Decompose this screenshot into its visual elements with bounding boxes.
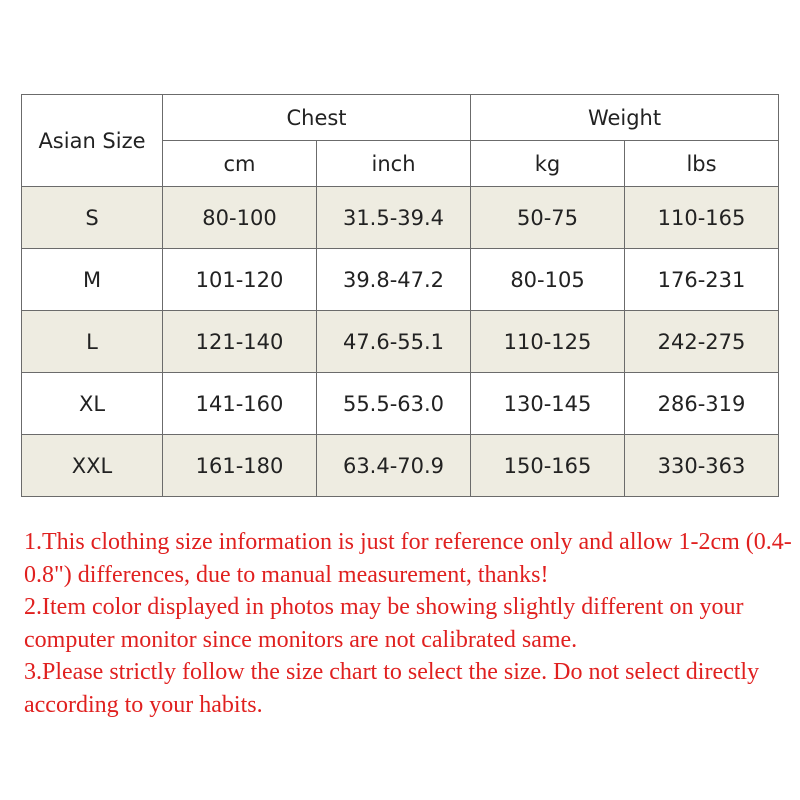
table-row	[22, 187, 779, 249]
size-cell: XL	[22, 373, 163, 435]
weight-lbs-cell: 242-275	[625, 311, 779, 373]
chest-cm-cell: 141-160	[163, 373, 317, 435]
chest-cm-cell: 121-140	[163, 311, 317, 373]
weight-lbs-cell: 330-363	[625, 435, 779, 497]
weight-kg-cell: 80-105	[471, 249, 625, 311]
chest-inch-cell: 63.4-70.9	[317, 435, 471, 497]
header-row-groups	[22, 95, 779, 141]
unit-header-lbs: lbs	[625, 141, 779, 187]
unit-header-inch: inch	[317, 141, 471, 187]
chest-inch-cell: 39.8-47.2	[317, 249, 471, 311]
row-header-asian-size: Asian Size	[22, 95, 163, 187]
weight-lbs-cell: 176-231	[625, 249, 779, 311]
chest-cm-cell: 80-100	[163, 187, 317, 249]
note-color: 2.Item color displayed in photos may be showing slightly different on your computer monitor since monitors are not calibrated same.	[24, 594, 744, 653]
size-cell: XXL	[22, 435, 163, 497]
unit-header-cm: cm	[163, 141, 317, 187]
chest-cm-cell: 161-180	[163, 435, 317, 497]
group-header-weight: Weight	[471, 95, 779, 141]
unit-header-kg: kg	[471, 141, 625, 187]
size-cell: S	[22, 187, 163, 249]
weight-lbs-cell: 286-319	[625, 373, 779, 435]
chest-inch-cell: 55.5-63.0	[317, 373, 471, 435]
size-chart-table	[21, 94, 779, 497]
table-row	[22, 249, 779, 311]
size-notes	[24, 526, 794, 721]
table-row	[22, 435, 779, 497]
weight-kg-cell: 130-145	[471, 373, 625, 435]
weight-kg-cell: 150-165	[471, 435, 625, 497]
table-row	[22, 373, 779, 435]
weight-kg-cell: 110-125	[471, 311, 625, 373]
note-size-chart: 3.Please strictly follow the size chart to select the size. Do not select directly according to your habits.	[24, 659, 760, 718]
chest-inch-cell: 47.6-55.1	[317, 311, 471, 373]
chest-inch-cell: 31.5-39.4	[317, 187, 471, 249]
group-header-chest: Chest	[163, 95, 471, 141]
weight-lbs-cell: 110-165	[625, 187, 779, 249]
size-cell: L	[22, 311, 163, 373]
size-cell: M	[22, 249, 163, 311]
weight-kg-cell: 50-75	[471, 187, 625, 249]
note-reference: 1.This clothing size information is just for reference only and allow 1-2cm (0.4-0.8") differences, due to manual measurement, thanks!	[24, 529, 792, 588]
table-row	[22, 311, 779, 373]
chest-cm-cell: 101-120	[163, 249, 317, 311]
